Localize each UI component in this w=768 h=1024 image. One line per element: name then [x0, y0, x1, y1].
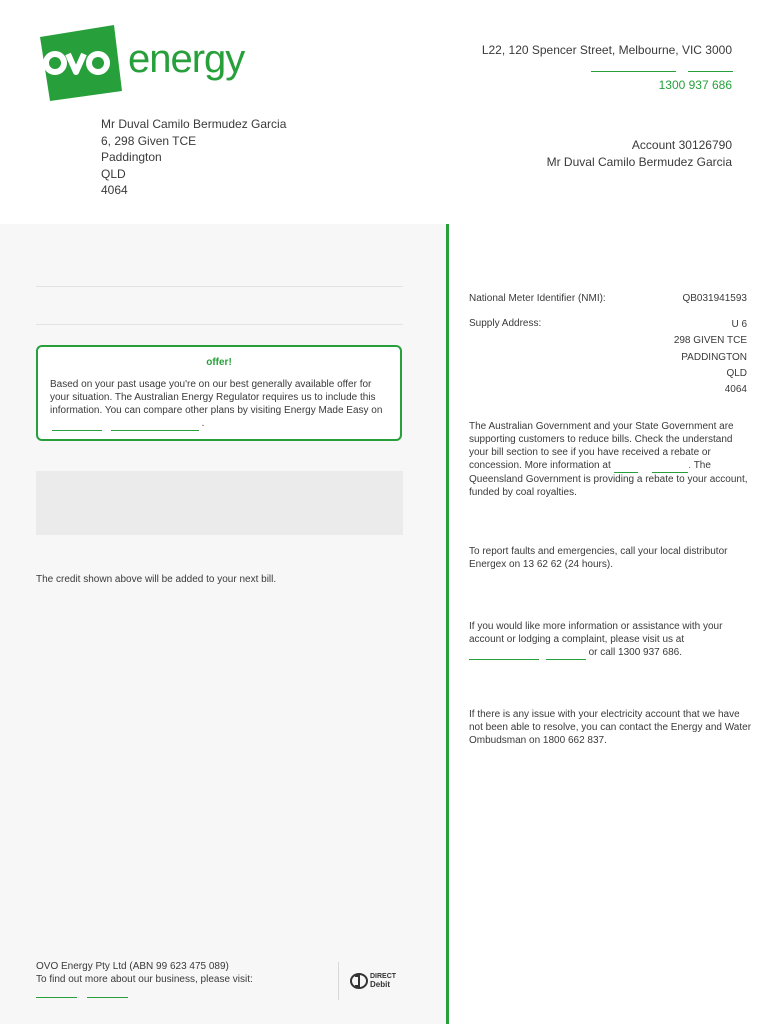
assistance-info [469, 620, 749, 660]
offer-text [50, 378, 390, 431]
nmi-value: QB031941593 [682, 293, 747, 304]
customer-postcode: 4064 [101, 183, 128, 197]
direct-debit-icon [350, 972, 368, 990]
supply-line: QLD [726, 367, 747, 379]
redacted-link[interactable] [469, 646, 539, 660]
supply-address-value [674, 317, 747, 398]
offer-body: Based on your past usage you're on our best generally available offer for your situation. The Australian Energy Regulator requires us to include this information. You can compare other plans by visiting Energy Made Easy on [50, 379, 383, 416]
account-number: Account 30126790 [631, 138, 732, 152]
divider-line [36, 286, 403, 287]
offer-title: offer! [206, 357, 232, 368]
supply-line: 4064 [724, 384, 747, 396]
nmi-label: National Meter Identifier (NMI): [469, 293, 606, 304]
redacted-link[interactable] [546, 646, 586, 660]
footer-company-info [36, 961, 253, 986]
footer-company: OVO Energy Pty Ltd (ABN 99 623 475 089) [36, 961, 229, 972]
supply-line: U 6 [731, 319, 747, 330]
assistance-text-end: or call 1300 937 686. [588, 647, 682, 658]
supply-line: PADDINGTON [681, 351, 747, 363]
ombudsman-info: If there is any issue with your electricity account that we have not been able to resolve, you can contact the Energy and Water Ombudsman on 1800 662 837. [469, 709, 752, 746]
redacted-link[interactable] [52, 417, 102, 431]
company-phone[interactable]: 1300 937 686 [658, 78, 732, 92]
footer-separator [338, 962, 339, 1000]
customer-state: QLD [101, 166, 126, 181]
offer-trailing: . [201, 418, 205, 429]
direct-debit-logo [350, 972, 406, 990]
bill-summary-panel [0, 224, 446, 1024]
direct-debit-text: DIRECT Debit [370, 973, 397, 989]
credit-summary-box [36, 471, 403, 535]
assistance-text: If you would like more information or assistance with your account or lodging a complaint, please visit us at [469, 621, 723, 645]
best-offer-box [36, 345, 402, 441]
redacted-link[interactable] [652, 459, 688, 473]
redacted-link[interactable] [111, 417, 199, 431]
customer-street: 6, 298 Given TCE [101, 133, 197, 148]
redacted-link[interactable] [36, 997, 77, 998]
account-holder: Mr Duval Camilo Bermudez Garcia [546, 155, 732, 169]
redacted-link[interactable] [688, 71, 733, 72]
customer-suburb: Paddington [101, 150, 162, 164]
account-details [547, 137, 732, 171]
divider-line [36, 324, 403, 325]
rebate-text: The Australian Government and your State Government are supporting customers to reduce bills. Check the understand your bill section to see if you have received a rebate or concession. More information at [469, 421, 734, 471]
redacted-link[interactable] [87, 997, 128, 998]
customer-name: Mr Duval Camilo Bermudez Garcia [101, 117, 287, 131]
credit-note: The credit shown above will be added to your next bill. [36, 574, 277, 585]
faults-info: To report faults and emergencies, call your local distributor Energex on 13 62 62 (24 hours). [469, 546, 728, 570]
redacted-link[interactable] [591, 71, 676, 72]
company-address: L22, 120 Spencer Street, Melbourne, VIC 3000 [481, 43, 732, 57]
customer-address [101, 116, 286, 199]
footer-more-info: To find out more about our business, please visit: [36, 973, 253, 985]
supply-address-label: Supply Address: [469, 318, 542, 329]
logo-wordmark: energy [128, 37, 245, 81]
rebate-text-end: The Queensland Government is providing a rebate to your account, funded by coal royalties. [469, 460, 748, 498]
supply-line: 298 GIVEN TCE [673, 335, 747, 347]
government-rebate-info: The Australian Government and your State Government are supporting customers to reduce bills. Check the understand your bill section to see if you have received a rebate or concession. More information at . The Queensland Government is providing a rebate to your account, funded by coal royalties. [469, 421, 748, 498]
column-divider [446, 224, 449, 1024]
ovo-energy-logo [40, 25, 250, 103]
redacted-link[interactable] [614, 459, 638, 473]
ovo-logo-icon [40, 25, 130, 103]
